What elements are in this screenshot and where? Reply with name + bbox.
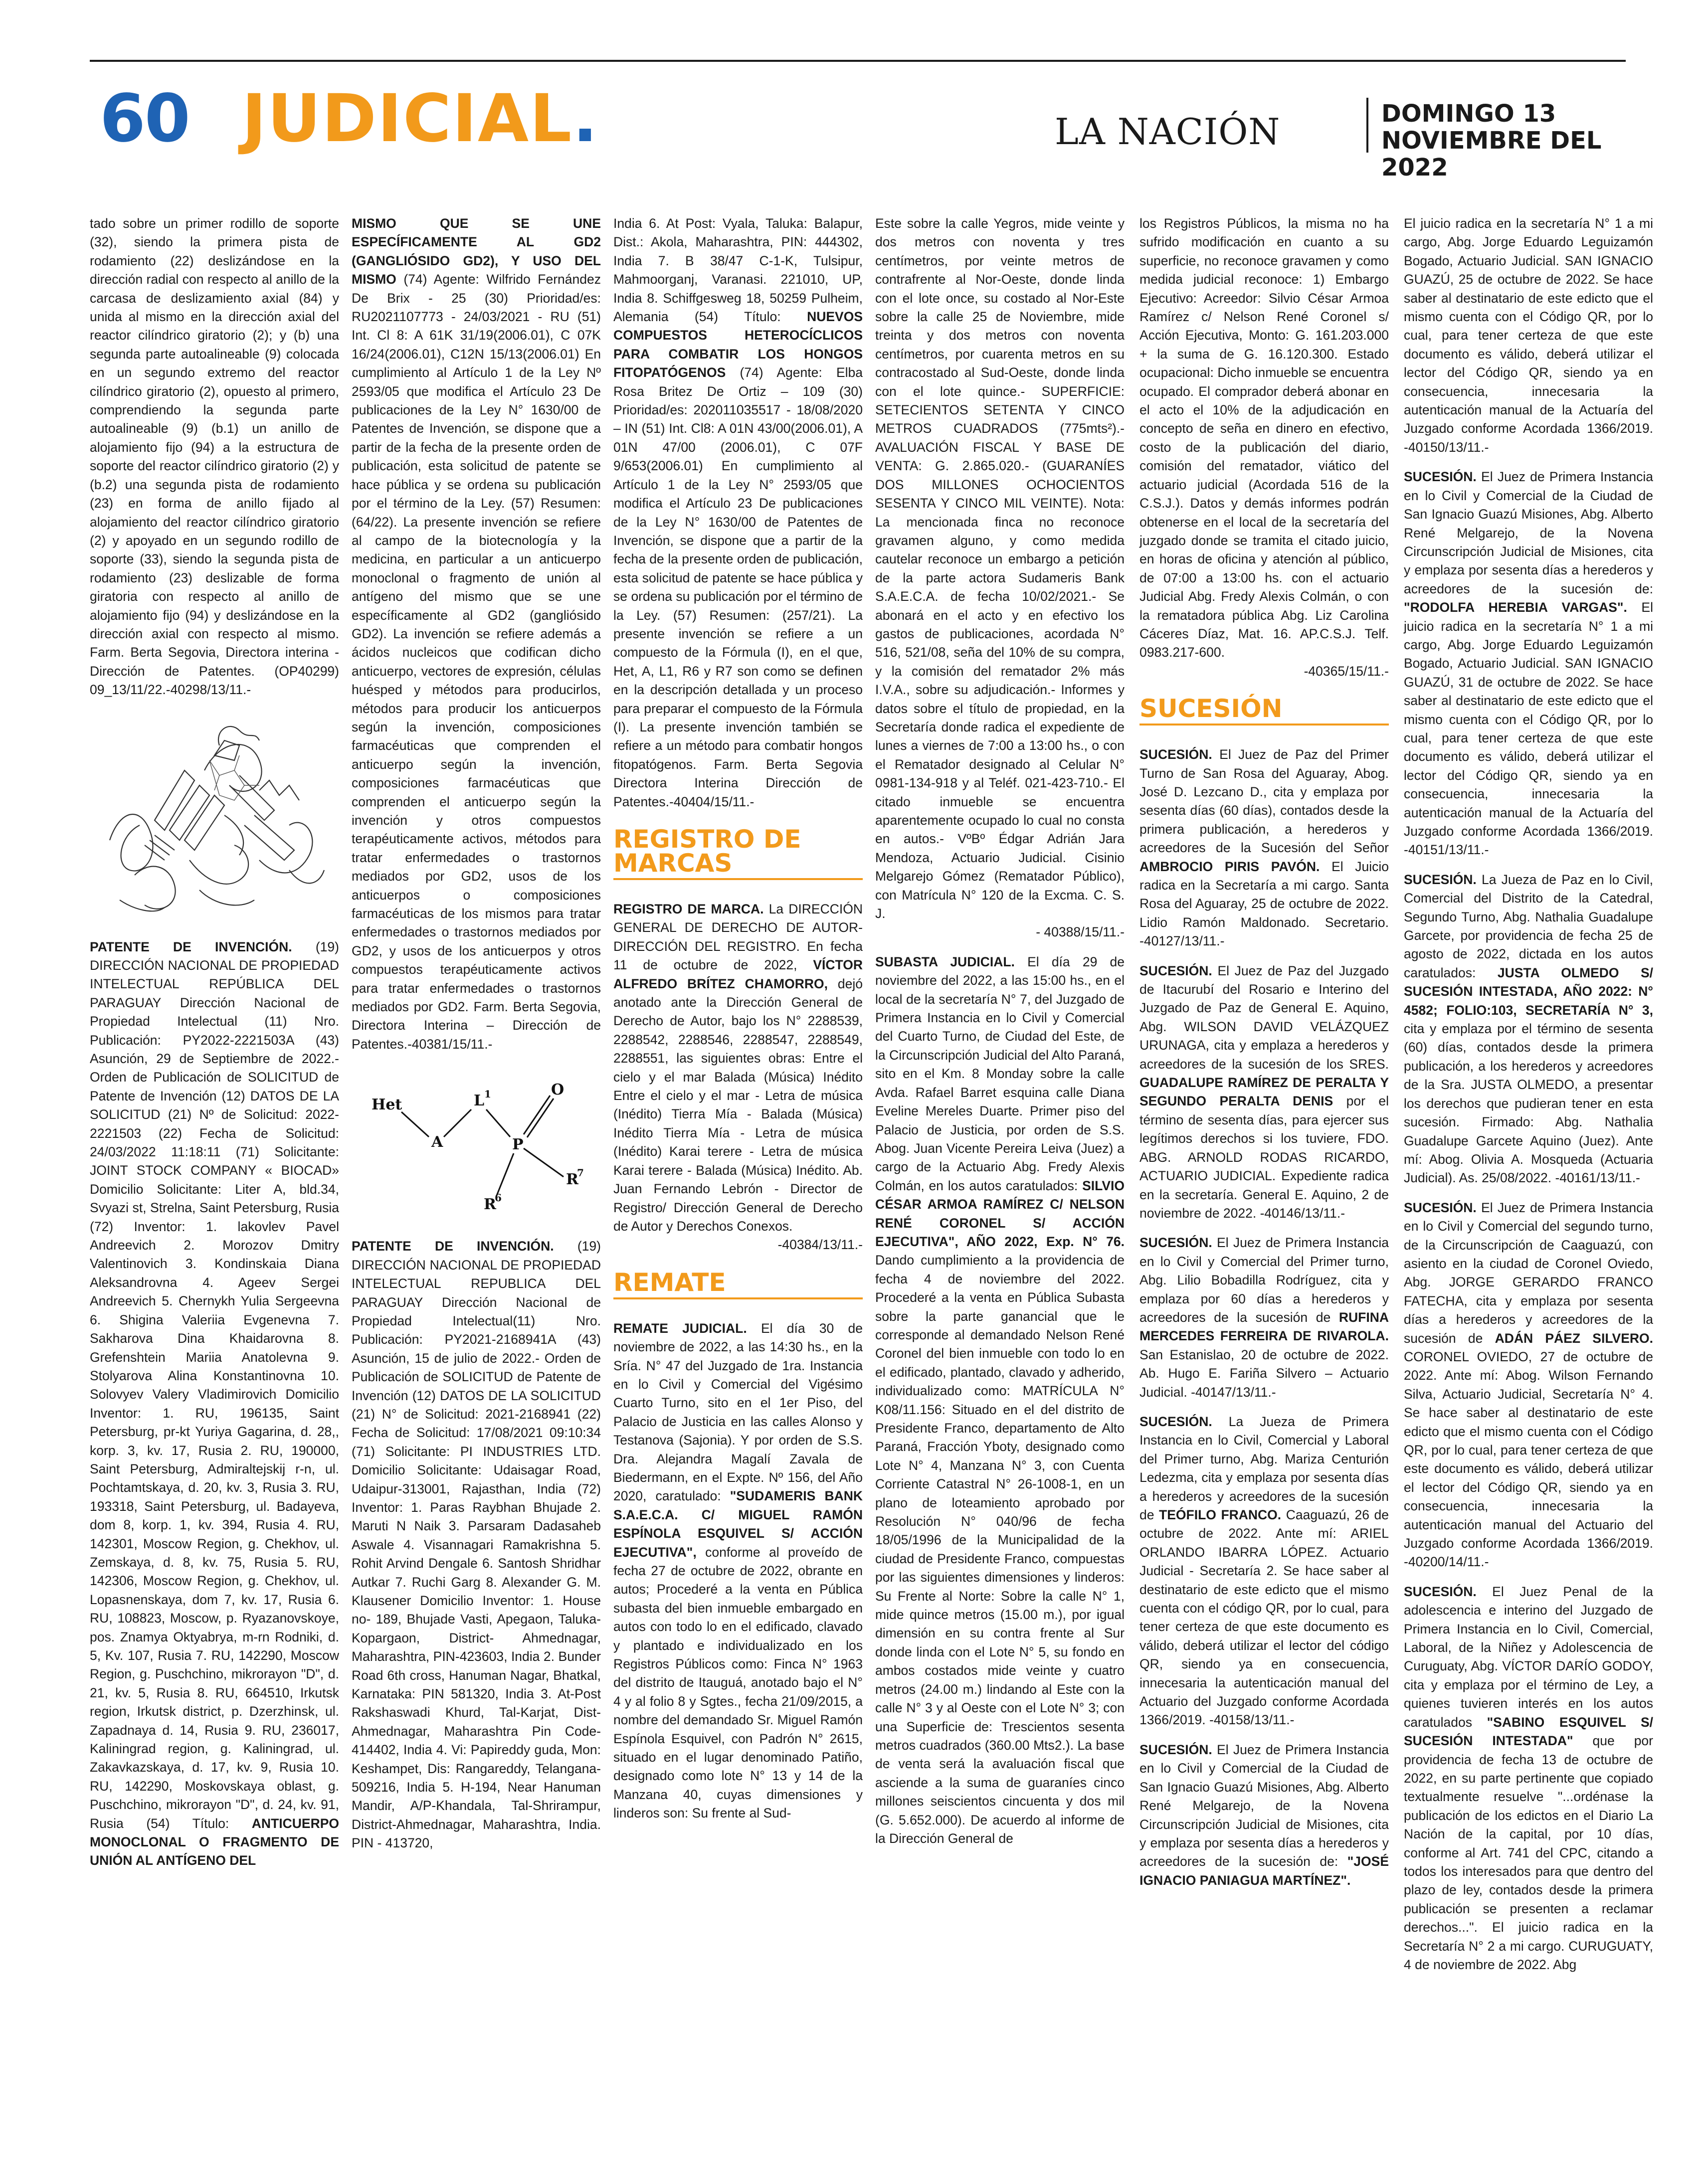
column-4	[875, 214, 1125, 1859]
page-header	[90, 60, 1626, 182]
notice-case-bold: "SUDAMERIS BANK S.A.E.C.A. C/ MIGUEL RAMÓN ESPÍNOLA ESQUIVEL S/ ACCIÓN EJECUTIVA",	[613, 1488, 863, 1560]
patent-notice-biocad	[90, 938, 339, 1870]
formula-label-l-index: 1	[484, 1088, 491, 1100]
notice-heading: SUCESIÓN.	[1139, 1414, 1212, 1429]
notice-body-tail: conforme al proveído de fecha 27 de octubre de 2022, obrante en autos; Procederé a la venta en Pública subasta del bien inmueble embargado en autos con todo lo en el edificado, clavado y plantado e individualizado en los Registros Públicos como: Finca N° 1963 del distrito de Itauguá, anotado bajo el N° 4 y al folio 8 y Sgtes., fecha 21/09/2015, a nombre del demandado Sr. Miguel Ramón Espínola Esquivel, con Padrón N° 2615, situado en el lugar denominado Patiño, designado como lote N° 13 y 14 de la Manzana 40, cuyas dimensiones y linderos son: Su frente al Sud-	[613, 1544, 863, 1821]
notice-heading: SUCESIÓN.	[1404, 469, 1477, 485]
succession-notice-paniagua-continued: El juicio radica en la secretaría N° 1 a mi cargo, Abg. Jorge Eduardo Leguizamón Bogado, Actuario Judicial. SAN IGNACIO GUAZÚ, 25 de octubre de 2022. Se hace saber al destinatario de este edicto que el mismo cuenta con el Código QR, por lo cual, para tener certeza de que este documento es válido, deberá utilizar el lector del Código QR, siendo ya en consecuencia, innecesaria la autenticación manual de la Actuaría del Juzgado conforme Acordada 1366/2019. -40150/13/11.-	[1404, 216, 1653, 455]
notice-body-tail: (74) Agente: Elba Rosa Britez De Ortiz – 109 (30) Prioridad/es: 202011035517 - 18/08/2020 – IN (51) Int. Cl8: A 01N 43/00(2006.01), A 01N 47/00 (2006.01), C 07F 9/653(2006.01) En cumplimiento al Artículo 1 de la Ley N° 2593/05 que modifica el Artículo 23 De publicaciones de la Ley N° 1630/00 de Patentes de Invención, se dispone que a partir de la fecha de la presente orden de publicación, esta solicitud de patente se hace pública y se ordena su publicación por el término de la Ley. (57) Resumen: (257/21). La presente invención se refiere a un compuesto de la Fórmula (I), en el que, Het, A, L1, R6 y R7 son como se definen en la descripción detallada y un proceso para preparar el compuesto de la Fórmula (I). La presente invención también se refiere a un método para combatir hongos fitopatógenos. Farm. Berta Segovia Directora Interina Dirección de Patentes.-40404/15/11.-	[613, 365, 863, 809]
notice-heading: SUBASTA JUDICIAL.	[875, 954, 1015, 969]
auction-notice-continued	[875, 214, 1125, 942]
chemical-formula-figure	[352, 1065, 601, 1224]
column-2	[352, 214, 601, 1864]
succession-notice-piris	[1139, 745, 1389, 950]
newspaper-masthead: LA NACIÓN	[1055, 111, 1281, 153]
notice-body: India 6. At Post: Vyala, Taluka: Balapur, Dist.: Akola, Maharashtra, PIN: 444302, India 7. B 38/47 C-1-K, Tulsipur, Mahmoorganj, Varanasi. 221010, UP, India 8. Schiffgesweg 18, 50259 Pulheim, Alemania (54) Título:	[613, 216, 863, 325]
notice-name-bold: RUFINA MERCEDES FERREIRA DE RIVAROLA.	[1139, 1309, 1389, 1344]
judicial-auction-notice	[875, 953, 1125, 1848]
succession-notice-paez	[1404, 1199, 1653, 1572]
notice-heading: SUCESIÓN.	[1404, 1200, 1477, 1215]
notice-case-bold: JUSTA OLMEDO S/ SUCESIÓN INTESTADA, AÑO 2022: N° 4582; FOLIO:103, SECRETARÍA N° 3,	[1404, 965, 1653, 1018]
column-1	[90, 214, 339, 1881]
formula-label-het: Het	[372, 1096, 402, 1114]
formula-label-r7: R	[566, 1171, 578, 1189]
notice-body: La Jueza de Paz en lo Civil, Comercial del Distrito de la Catedral, Segundo Turno, Abg. Nathalia Guadalupe Garcete, por providencia de fecha 25 de agosto de 2022, dictada en los autos caratulados:	[1404, 872, 1653, 980]
notice-body-tail: San Estanislao, 20 de octubre de 2022. Ab. Hugo E. Fariña Silvero – Actuario Judicial. -40147/13/11.-	[1139, 1347, 1389, 1400]
succession-notice-paniagua	[1139, 1741, 1389, 1890]
succession-notice-olmedo	[1404, 871, 1653, 1188]
issue-date-month-year: NOVIEMBRE DEL 2022	[1381, 126, 1602, 182]
notice-body: El Juez de Paz del Juzgado de Itacurubí del Rosario e Interino del Juzgado de Paz de General E. Aquino, Abg. WILSON DAVID VELÁZQUEZ URUNAGA, cita y emplaza a herederos y acreedores de la sucesión de los SRES.	[1139, 963, 1389, 1072]
notice-body-tail: Caaguazú, 26 de octubre de 2022. Ante mí: ARIEL ORLANDO IBARRA LÓPEZ. Actuario Judicial - Secretaría 2. Se hace saber al destinatario de este edicto que el mismo cuenta con el código QR, por lo cual, para tener certeza de que este documento es válido, deberá utilizar el lector del código QR, siendo ya en consecuencia, innecesaria la autenticación manual del Actuario del Juzgado conforme Acordada 1366/2019. -40158/13/11.-	[1139, 1507, 1389, 1728]
notice-reference: -40384/13/11.-	[777, 1237, 863, 1253]
notice-heading: SUCESIÓN.	[1404, 1584, 1477, 1599]
notice-body-tail: dejó anotado ante la Dirección General de Derecho de Autor, bajo los N° 2288539, 2288542, 2288546, 2288547, 2288549, 2288551, las siguientes obras: Entre el cielo y el mar Balada (Música) Inédito Entre el cielo y el mar - Letra de música (Inédito) Tierra Mía - Balada (Música) Inédito Tierra Mía - Letra de música (Inédito) Karai terere - Letra de música Karai terere - Balada (Música) Inédito. Ab. Juan Fernando Lebrón - Director de Registro/ Dirección General de Derecho de Autor y Derechos Conexos.	[613, 976, 863, 1234]
notice-heading: REGISTRO DE MARCA.	[613, 902, 764, 916]
patent-continued-heterocyclic	[613, 214, 863, 811]
notice-heading: SUCESIÓN.	[1139, 747, 1212, 762]
patent-continued-gd2	[352, 214, 601, 1054]
notice-body: (74) Agente: Wilfrido Fernández De Brix - 25 (30) Prioridad/es: RU2021107773 - 24/03/2021 - RU (51) Int. Cl 8: A 61K 31/19(2006.01), C 07K 16/24(2006.01), C12N 15/13(2006.01) En cumplimiento al Artículo 1 de la Ley Nº 2593/05 que modifica el Artículo 23 De publicaciones de la Ley N° 1630/00 de Patentes de Invención, se dispone que a partir de la fecha de la presente orden de publicación, esta solicitud de patente se hace pública y se ordena su publicación por el término de la Ley. (57) Resumen: (64/22). La presente invención se refiere al campo de la biotecnología y la medicina, en particular a un anticuerpo monoclonal o fragmento de unión al antígeno del mismo que se une específicamente al GD2 (gangliósido GD2). La invención se refiere además a ácidos nucleicos que codifican dicho anticuerpo, vectores de expresión, células huésped y métodos para producirlos, métodos para producir los anticuerpos según la invención, composiciones farmacéuticas que comprenden el anticuerpo según la invención, composiciones farmacéuticas que comprenden el anticuerpo según la invención y otros compuestos terapéuticamente activos, métodos para tratar enfermedades o trastornos mediados por GD2, usos de los anticuerpos o composiciones farmacéuticas de los mismos para tratar enfermedades o trastornos mediados por GD2, y usos de los anticuerpos y otros compuestos terapéuticamente activos para tratar enfermedades o trastornos mediados por GD2. Farm. Berta Segovia, Directora Interina – Dirección de Patentes.-40381/15/11.-	[352, 272, 601, 1052]
notice-title-bold: MISMO QUE SE UNE ESPECÍFICAMENTE AL GD2 (GANGLIÓSIDO GD2), Y USO DEL MISMO	[352, 216, 601, 287]
notice-case-bold: SILVIO CÉSAR ARMOA RAMÍREZ C/ NELSON RENÉ CORONEL S/ ACCIÓN EJECUTIVA", AÑO 2022, Exp. N° 76.	[875, 1178, 1125, 1249]
notice-name-bold: AMBROCIO PIRIS PAVÓN.	[1139, 859, 1320, 874]
page-number: 60	[100, 80, 190, 157]
auction-notice-sudameris	[613, 1319, 863, 1823]
notice-heading: SUCESIÓN.	[1139, 1235, 1212, 1251]
notice-body: (19) DIRECCIÓN NACIONAL DE PROPIEDAD INTELECTUAL REPUBLICA DEL PARAGUAY Dirección Nacional de Propiedad Intelectual(11) Nro. Publicación: PY2021-2168941A (43) Asunción, 15 de julio de 2022.- Orden de Publicación de SOLICITUD de Patente de Invención (12) DATOS DE LA SOLICITUD (21) N° de Solicitud: 2021-2168941 (22) Fecha de Solicitud: 17/08/2021 09:10:34 (71) Solicitante: PI INDUSTRIES LTD. Domicilio Solicitante: Udaisagar Road, Udaipur-313001, Rajasthan, India (72) Inventor: 1. Paras Raybhan Bhujade 2. Maruti N Naik 3. Parsaram Dadasaheb Aswale 4. Visannagari Ramakrishna 5. Rohit Arvind Dengale 6. Santosh Shridhar Autkar 7. Ruchi Garg 8. Alexander G. M. Klausener Domicilio Inventor: 1. House no- 189, Bhujade Vasti, Apegaon, Taluka-Kopargaon, District- Ahmednagar, Maharashtra, PIN-423603, India 2. Bunder Road 6th cross, Hanuman Nagar, Bhatkal, Karnataka: PIN 581320, India 3. At-Post Rakshaswadi Khurd, Tal-Karjat, Dist-Ahmednagar, Maharashtra Pin Code-414402, India 4. Vi: Papireddy guda, Mon: Keshampet, Dis: Rangareddy, Telangana-509216, India 5. H-194, Near Hanuman Mandir, A/P-Khandala, Tal-Shrirampur, District-Ahmednagar, Maharashtra, India. PIN - 413720,	[352, 1239, 601, 1851]
notice-body: La Jueza de Primera Instancia en lo Civil, Comercial y Laboral del Primer turno, Abg. Mariza Centurión Ledezma, cita y emplaza por sesenta días a herederos y acreedores de la sucesión de	[1139, 1414, 1389, 1522]
notice-body: El Juez de Primera Instancia en lo Civil y Comercial de la Ciudad de San Ignacio Guazú Misiones, Abg. Alberto René Melgarejo, de la Novena Circunscripción Judicial de Misiones, cita y emplaza por sesenta días a herederos y acreedores de la sucesión de:	[1404, 469, 1653, 596]
notice-reference: - 40388/15/11.-	[1036, 924, 1125, 940]
notice-body-tail: CORONEL OVIEDO, 27 de octubre de 2022. Ante mí: Abog. Wilson Fernando Silva, Actuario Judicial, Secretaría N° 4. Se hace saber al destinatario de este edicto que el mismo cuenta con el Código QR, por lo cual, para tener certeza de que este documento es válido, deberá utilizar el lector del Código QR, siendo ya en consecuencia, innecesaria la autenticación manual del Actuario del Juzgado conforme Acordada 1366/2019. -40200/14/11.-	[1404, 1349, 1653, 1570]
notice-heading: PATENTE DE INVENCIÓN.	[90, 939, 292, 954]
notice-body: El Juez de Primera Instancia en lo Civil y Comercial del segundo turno, de la Circunscripción de Caaguazú, con asiento en la ciudad de Coronel Oviedo, Abg. JORGE GERARDO FRANCO FATECHA, cita y emplaza por sesenta días a herederos y acreedores de la sucesión de	[1404, 1200, 1653, 1346]
notice-name-bold: "JOSÉ IGNACIO PANIAGUA MARTÍNEZ".	[1139, 1854, 1389, 1888]
notice-name-bold: TEÓFILO FRANCO.	[1159, 1507, 1282, 1522]
column-5	[1139, 214, 1389, 1901]
succession-notice-esquivel	[1404, 1583, 1653, 1975]
notice-body-tail: cita y emplaza por el término de sesenta (60) días, contados desde la primera publicación, a los herederos y acreedores de la Sra. JUSTA OLMEDO, a presentar los derechos que pudieran tener en esta sucesión. Firmado: Abg. Nathalia Guadalupe Garcete Aquino (Juez). Ante mí: Abog. Olivia A. Mosqueda (Actuaria Judicial). As. 25/08/2022. -40161/13/11.-	[1404, 1021, 1653, 1186]
notice-body: (19) DIRECCIÓN NACIONAL DE PROPIEDAD INTELECTUAL REPÚBLICA DEL PARAGUAY Dirección Nacional de Propiedad Intelectual (11) Nro. Publicación: PY2022-2221503A (43) Asunción, 29 de Septiembre de 2022.- Orden de Publicación de SOLICITUD de Patente de Invención (12) DATOS DE LA SOLICITUD (21) Nº de Solicitud: 2022-2221503 (22) Fecha de Solicitud: 24/03/2022 11:18:11 (71) Solicitante: JOINT STOCK COMPANY « BIOCAD» Domicilio Solicitante: Liter A, bld.34, Svyazi st, Strelna, Saint Petersburg, Rusia (72) Inventor: 1. lakovlev Pavel Andreevich 2. Morozov Dmitry Valentinovich 3. Kondinskaia Diana Aleksandrovna 4. Ageev Sergei Andreevich 5. Chernykh Yulia Sergeevna 6. Shigina Valeriia Evgenevna 7. Sakharova Dina Khaidarovna 8. Grefenshtein Mariia Anatolevna 9. Stolyarova Alina Konstantinovna 10. Solovyev Valery Vladimirovich Domicilio Inventor: 1. RU, 196135, Saint Petersburg, pr-kt Yuriya Gagarina, d. 28,, korp. 3, kv. 17, Rusia 2. RU, 190000, Saint Petersburg, Admiraltejskij r-n, ul. Pochtamtskaya, d. 20, kv. 3, Rusia 3. RU, 193318, Saint Petersburg, ul. Badayeva, dom 8, korp. 1, kv. 394, Rusia 4. RU, 142301, Moscow Region, g. Chekhov, ul. Zemskaya, d. 8, kv. 75, Rusia 5. RU, 142306, Moscow Region, g. Chekhov, ul. Lopasnenskaya, dom 7, kv. 17, Rusia 6. RU, 108823, Moscow, p. Ryazanovskoye, pos. Znamya Oktyabrya, m-rn Rodniki, d. 5, Kv. 107, Rusia 7. RU, 142290, Moscow Region, g. Puschchino, mikrorayon "D", d. 21, kv. 5, Rusia 8. RU, 664510, Irkutsk region, Irkutsk district, p. Dzerzhinsk, ul. Zapadnaya d. 14, Rusia 9. RU, 236017, Kaliningrad region, g. Kaliningrad, ul. Zakavkazskaya, d. 17, kv. 9, Rusia 10. RU, 142290, Moskovskaya oblast, g. Puschchino, mikrorayon "D", d. 24, kv. 91, Rusia (54) Título:	[90, 939, 339, 1831]
notice-name-bold: ADÁN PÁEZ SILVERO.	[1495, 1330, 1653, 1346]
notice-body: El día 29 de noviembre del 2022, a las 15:00 hs., en el local de la secretaría N° 7, del Juzgado de Primera Instancia en lo Civil y Comercial del Cuarto Turno, de Ciudad del Este, de la Circunscripción Judicial del Alto Paraná, sito en el Km. 8 Monday sobre la calle Avda. Rafael Barret esquina calle Diana Eveline Mereles Duarte. Primer piso del Palacio de Justicia, por orden de S.S. Abog. Juan Vicente Pereira Leiva (Juez) a cargo de la Actuario Abg. Fredy Alexis Colmán, en los autos caratulados:	[875, 954, 1125, 1193]
issue-date-day: DOMINGO 13	[1381, 100, 1556, 128]
notice-heading: SUCESIÓN.	[1404, 872, 1477, 887]
notice-body: los Registros Públicos, la misma no ha sufrido modificación en cuanto a su superficie, no reconoce gravamen y como medida judicial reconoce: 1) Embargo Ejecutivo: Acreedor: Silvio César Armoa Ramírez c/ Nelson René Coronel s/ Acción Ejecutiva, Monto: G. 161.203.000 + la suma de G. 16.120.300. Estado ocupacional: Dicho inmueble se encuentra ocupado. El comprador deberá abonar en el acto el 10% de la adjudicación en concepto de seña en dinero en efectivo, costo de la publicación del diario, comisión del rematador, viático del actuario judicial (Acordada 516 de la C.S.J.). Datos y demás informes podrán obtenerse en el local de la secretaría del juzgado donde se tramita el citado juicio, en horas de oficina y atención al público, de 07:00 a 13:00 hs. con el actuario Judicial Abg. Fredy Alexis Colmán, o con la rematadora pública Abg. Liz Carolina Cáceres Díaz, Mat. 16. AP.C.S.J. Telf. 0983.217-600.	[1139, 216, 1389, 660]
notice-name-bold: VÍCTOR ALFREDO BRÍTEZ CHAMORRO,	[613, 957, 863, 991]
notice-body-tail: El Juicio radica en la Secretaría a mi cargo. Santa Rosa del Aguaray, 25 de octubre de 2022. Lidio Ramón Maldonado. Secretario. -40127/13/11.-	[1139, 859, 1389, 949]
patent-notice-pi-industries	[352, 1237, 601, 1852]
notice-heading: SUCESIÓN.	[1139, 963, 1212, 978]
notice-title-bold: ANTICUERPO MONOCLONAL O FRAGMENTO DE UNIÓN AL ANTÍGENO DEL	[90, 1816, 339, 1868]
notice-body: El Juez Penal de la adolescencia e interino del Juzgado de Primera Instancia en lo Civil, Comercial, Laboral, de la Niñez y Adolescencia de Curuguaty, Abg. VÍCTOR DARÍO GODOY, cita y emplaza por el término de Ley, a quienes tuvieren interés en los autos caratulados	[1404, 1584, 1653, 1730]
formula-label-a: A	[431, 1133, 443, 1151]
notice-case-bold: "SABINO ESQUIVEL S/ SUCESIÓN INTESTADA"	[1404, 1714, 1653, 1749]
notice-body: El Juez de Primera Instancia en lo Civil y Comercial del Primer turno, Abg. Lilio Bobadilla Rodríguez, cita y emplaza por 60 días a herederos y acreedores de la sucesión de	[1139, 1235, 1389, 1325]
section-title	[242, 80, 599, 157]
notice-reference: -40365/15/11.-	[1304, 663, 1389, 679]
formula-label-o: O	[551, 1081, 565, 1099]
notice-body: El Juez de Paz del Primer Turno de San Rosa del Aguaray, Abog. José D. Lezcano D., cita y emplaza por sesenta días (60 días), contados desde la primera publicación, a herederos y acreedores de la Sucesión del Señor	[1139, 747, 1389, 856]
formula-label-l: L	[474, 1092, 485, 1110]
formula-label-r6: R	[484, 1196, 496, 1214]
notice-body: El Juez de Primera Instancia en lo Civil y Comercial de la Ciudad de San Ignacio Guazú Misiones, Abg. Alberto René Melgarejo, de la Novena Circunscripción Judicial de Misiones, cita y emplaza por sesenta días a herederos y acreedores de la sucesión de:	[1139, 1742, 1389, 1869]
notice-body-tail: por el término de sesenta días, para ejercer sus legítimos derechos si los tuviere, FDO. ABG. ARNOLD RODAS RICARDO, ACTUARIO JUDICIAL. Expediente radica en la secretaría. General E. Aquino, 2 de noviembre de 2022. -40146/13/11.-	[1139, 1093, 1389, 1221]
patent-continued-text: tado sobre un primer rodillo de soporte (32), siendo la primera pista de rodamiento (22) deslizándose en la dirección radial con respecto al anillo de la carcasa de deslizamiento axial (84) y unida al mismo en la dirección axial del reactor cilíndrico giratorio (2); y (b) una segunda parte autoalineable (9) colocada en un segundo extremo del reactor cilíndrico giratorio (2), opuesto al primero, comprendiendo la segunda parte autoalineable (9) (b.1) un anillo de alojamiento fijo (94) a la estructura de soporte del reactor cilíndrico giratorio (2) y (b.2) una segunda pista de rodamiento (23) en forma de anillo fijado al alojamiento del reactor cilíndrico giratorio (2) y apoyado en un segundo rodillo de soporte (33), siendo la segunda pista de rodamiento (23) deslizable de forma giratoria con respecto al anillo de alojamiento fijo (94) y deslizándose en la dirección axial con respecto al mismo. Farm. Berta Segovia, Directora interina - Dirección de Patentes. (OP40299) 09_13/11/22.-40298/13/11.-	[90, 216, 339, 698]
notice-body-tail: Dando cumplimiento a la providencia de fecha 4 de noviembre del 2022. Procederé a la venta en Pública Subasta sobre la parte ganancial que le corresponde al demandado Nelson René Coronel del bien inmueble con todo lo en el edificado, plantado, clavado y adherido, individualizado como: MATRÍCULA N° K08/11.156: Situado en el del distrito de Presidente Franco, departamento de Alto Paraná, Fracción Yboty, designado como Lote N° 4, Manzana N° 3, con Cuenta Corriente Catastral N° 26-1008-1, en un plano de loteamiento aprobado por Resolución N° 040/96 de fecha 18/05/1996 de la Municipalidad de la ciudad de Presidente Franco, compuestas por las siguientes dimensiones y linderos: Su Frente al Norte: Sobre la calle N° 1, mide quince metros (15.00 m.), por igual dimensión en su contra frente al Sur donde linda con el Lote N° 5, su fondo en ambos costados mide veinte y cuatro metros (24.00 m.) lindando al Este con la calle N° 3 y al Oeste con el Lote N° 3; con una Superficie de: Trescientos sesenta metros cuadrados (360.00 Mts2.). La base de venta será la avaluación fiscal que asciende a la suma de guaraníes cinco millones seiscientos cincuenta y dos mil (G. 5.652.000). De acuerdo al informe de la Dirección General de	[875, 1253, 1125, 1846]
issue-date	[1381, 101, 1626, 181]
section-dot: .	[572, 80, 599, 157]
trademark-notice	[613, 900, 863, 1255]
notice-name-bold: GUADALUPE RAMÍREZ DE PERALTA Y SEGUNDO PERALTA DENIS	[1139, 1075, 1389, 1109]
notice-body: La DIRECCIÓN GENERAL DE DERECHO DE AUTOR- DIRECCIÓN DEL REGISTRO. En fecha 11 de octubre de 2022,	[613, 902, 863, 973]
section-heading-sucesion: SUCESIÓN	[1139, 697, 1389, 726]
succession-notice-peralta	[1139, 962, 1389, 1223]
header-divider	[1366, 98, 1368, 153]
succession-notice-herebia	[1404, 468, 1653, 860]
notice-heading: SUCESIÓN.	[1139, 1742, 1212, 1757]
notice-body-tail: El juicio radica en la secretaría N° 1 a mi cargo, Abg. Jorge Eduardo Leguizamón Bogado, Actuario Judicial. SAN IGNACIO GUAZÚ, 31 de octubre de 2022. Se hace saber al destinatario de este edicto que el mismo cuenta con el Código QR, por lo cual, para tener certeza de que este documento es válido, deberá utilizar el lector del Código QR, siendo ya en consecuencia, innecesaria la autenticación manual de la Actuaría del Juzgado conforme Acordada 1366/2019. -40151/13/11.-	[1404, 600, 1653, 858]
judicial-auction-continued	[1139, 214, 1389, 681]
notice-title-bold: NUEVOS COMPUESTOS HETEROCÍCLICOS PARA COMBATIR LOS HONGOS FITOPATÓGENOS	[613, 309, 863, 380]
notice-body: El día 30 de noviembre de 2022, a las 14:30 hs., en la Sría. N° 47 del Juzgado de 1ra. Instancia en lo Civil y Comercial del Vigésimo Cuarto Turno, sito en el 1er Piso, del Palacio de Justicia en las calles Alonso y Testanova (Sajonia). Y por orden de S.S. Dra. Alejandra Magalí Zavala de Biedermann, en el Expte. Nº 156, del Año 2020, caratulado:	[613, 1320, 863, 1504]
protein-structure-figure	[90, 711, 339, 925]
notice-heading: REMATE JUDICIAL.	[613, 1320, 747, 1336]
notice-body: Este sobre la calle Yegros, mide veinte y dos metros con noventa y tres centímetros, por veinte metros de contrafrente al Nor-Oeste, donde linda con el lote once, su costado al Nor-Este sobre la calle 25 de Noviembre, mide treinta y dos metros con noventa centímetros, por cuarenta metros en su contracostado al Sud-Oeste, donde linda con el lote quince.- SUPERFICIE: SETECIENTOS SETENTA Y CINCO METROS CUADRADOS (775mts²).- AVALUACIÓN FISCAL Y BASE DE VENTA: G. 2.865.020.- (GUARANÍES DOS MILLONES OCHOCIENTOS SESENTA Y CINCO MIL VEINTE). Nota: La mencionada finca no reconoce gravamen alguno, y como medida cautelar reconoce un embargo a petición de la parte actora Sudameris Bank S.A.E.C.A. de fecha 10/02/2021.- Se abonará en el acto y en efectivo los gastos de publicaciones, acordada N° 516, 521/08, seña del 10% de su compra, y la comisión del rematador 2% más I.V.A., sobre su adjudicación.- Informes y datos sobre el título de propiedad, en la Secretaría donde radica el expediente de lunes a viernes de 7:00 a 13:00 hs., o con el Rematador designado al Celular N° 0981-134-918 y al Teléf. 021-423-710.- El citado inmueble se encuentra aparentemente ocupado lo cual no consta en autos.- VºBº Édgar Adrián Jara Mendoza, Actuario Judicial. Cisinio Melgarejo Gómez (Rematador Público), con Matrícula N° 120 de la Excma. C. S. J.	[875, 216, 1125, 921]
formula-label-p: P	[512, 1136, 524, 1154]
column-6	[1404, 214, 1653, 1985]
succession-notice-ferreira	[1139, 1234, 1389, 1402]
formula-label-r7-index: 7	[577, 1167, 584, 1179]
notice-body-tail: que por providencia de fecha 13 de octubre de 2022, en su parte pertinente que copiado textualmente resuelve "...ordénase la publicación de los edictos en el Diario La Nación de la capital, por 10 días, conforme al Art. 741 del CPC, citando a todos los interesados para que dentro del plazo de ley, contados desde la primera publicación se presenten a reclamar derechos...". El juicio radica en la Secretaría N° 2 a mi cargo. CURUGUATY, 4 de noviembre de 2022. Abg	[1404, 1733, 1653, 1972]
section-name: JUDICIAL	[242, 80, 573, 157]
notice-heading: PATENTE DE INVENCIÓN.	[352, 1239, 554, 1254]
column-3	[613, 214, 863, 1834]
notice-name-bold: "RODOLFA HEREBIA VARGAS".	[1404, 600, 1627, 615]
section-heading-registro-marcas: REGISTRO DE MARCAS	[613, 827, 863, 880]
section-heading-remate: REMATE	[613, 1271, 863, 1299]
succession-notice-franco	[1139, 1413, 1389, 1730]
formula-label-r6-index: 6	[495, 1192, 502, 1204]
